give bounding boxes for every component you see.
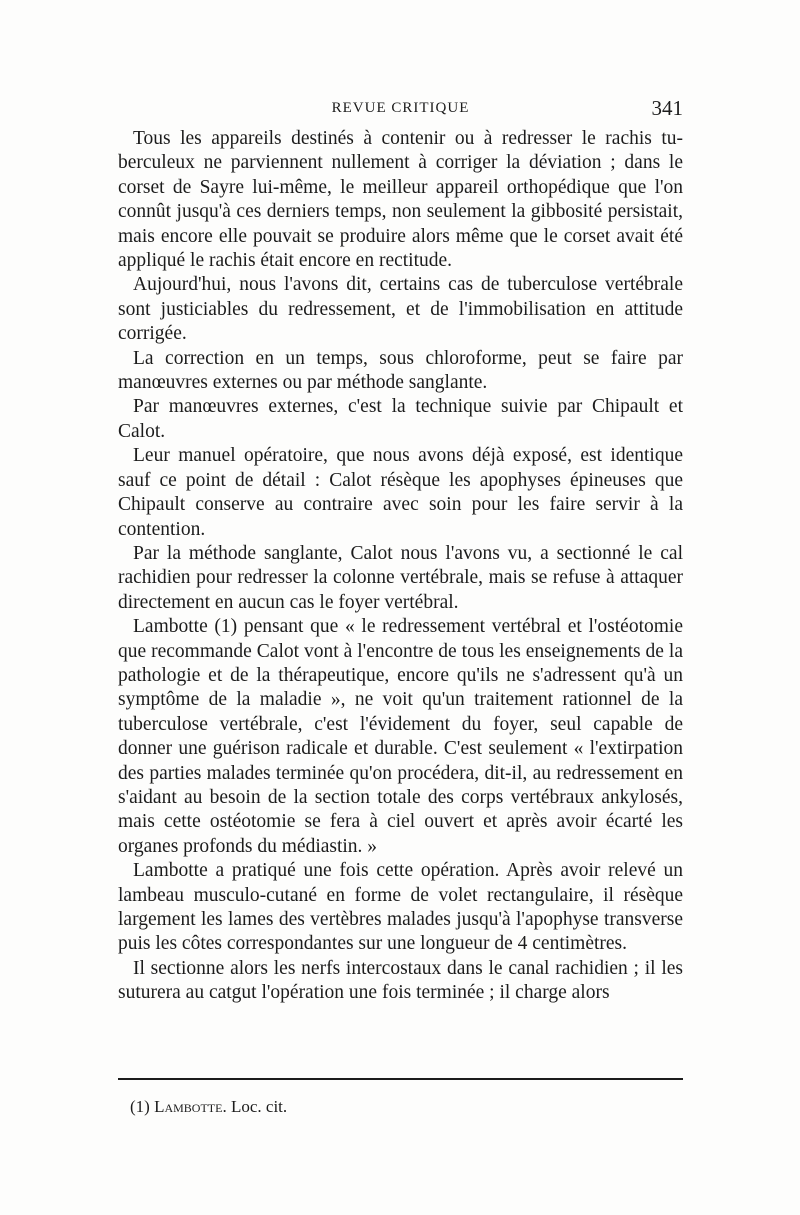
page-header (118, 96, 683, 120)
footnote-marker: (1) (130, 1097, 150, 1116)
footnote-divider (118, 1078, 683, 1080)
paragraph: Par la méthode sanglante, Calot nous l'avons vu, a sectionné le cal rachidien pour redresser la colonne vertébrale, mais se refuse à attaquer directement en aucun cas le foyer vertébral. (118, 542, 683, 613)
paragraph: Leur manuel opératoire, que nous avons déjà exposé, est identique sauf ce point de détail : Calot résèque les apophyses épineuses que Chipault conserve au contraire avec soin pour les faire servir à la contention. (118, 445, 683, 540)
footnote-reference: Loc. cit. (230, 1097, 288, 1116)
paragraph: Tous les appareils destinés à contenir ou à redresser le rachis tuberculeux ne parviennent nullement à corriger la déviation ; dans le corset de Sayre lui-même, le meilleur appareil orthopédique que l'on connût jusqu'à ces derniers temps, non seulement la gibbosité persistait, mais encore elle pouvait se produire alors même que le corset avait été appliqué le rachis était encore en rectitude. (118, 128, 683, 272)
paragraph: La correction en un temps, sous chloroforme, peut se faire par manœuvres externes ou par méthode sanglante. (118, 347, 683, 394)
paragraph: Il sectionne alors les nerfs intercostaux dans le canal rachidien ; il les suturera au catgut l'opération une fois terminée ; il charge alors (118, 957, 683, 1004)
footnote (130, 1097, 287, 1117)
page-number: 341 (651, 96, 683, 120)
paragraph: Aujourd'hui, nous l'avons dit, certains cas de tuberculose vertébrale sont justiciables du redressement, et de l'immobilisation en attitude corrigée. (118, 274, 683, 345)
body-text (118, 127, 683, 1006)
running-title: REVUE CRITIQUE (331, 100, 470, 116)
footnote-author: Lambotte. (154, 1097, 227, 1116)
paragraph: Lambotte a pratiqué une fois cette opération. Après avoir relevé un lambeau musculo-cutané en forme de volet rectangulaire, il résèque largement les lames des vertèbres malades jusqu'à l'apophyse transverse puis les côtes correspondantes sur une longueur de 4 centimètres. (118, 860, 683, 955)
paragraph: Lambotte (1) pensant que « le redressement vertébral et l'ostéotomie que recommande Calot vont à l'encontre de tous les enseignements de la pathologie et de la thérapeutique, encore qu'ils ne s'adressent qu'à un symptôme de la maladie », ne voit qu'un traitement rationnel de la tuberculose vertébrale, c'est l'évidement du foyer, seul capable de donner une guérison radicale et durable. C'est seulement « l'extirpation des parties malades terminée qu'on procédera, dit-il, au redressement en s'aidant au besoin de la section totale des corps vertébraux ankylosés, mais cette ostéotomie se fera à ciel ouvert et après avoir écarté les organes profonds du médiastin. » (118, 616, 683, 857)
paragraph: Par manœuvres externes, c'est la technique suivie par Chipault et Calot. (118, 396, 683, 442)
